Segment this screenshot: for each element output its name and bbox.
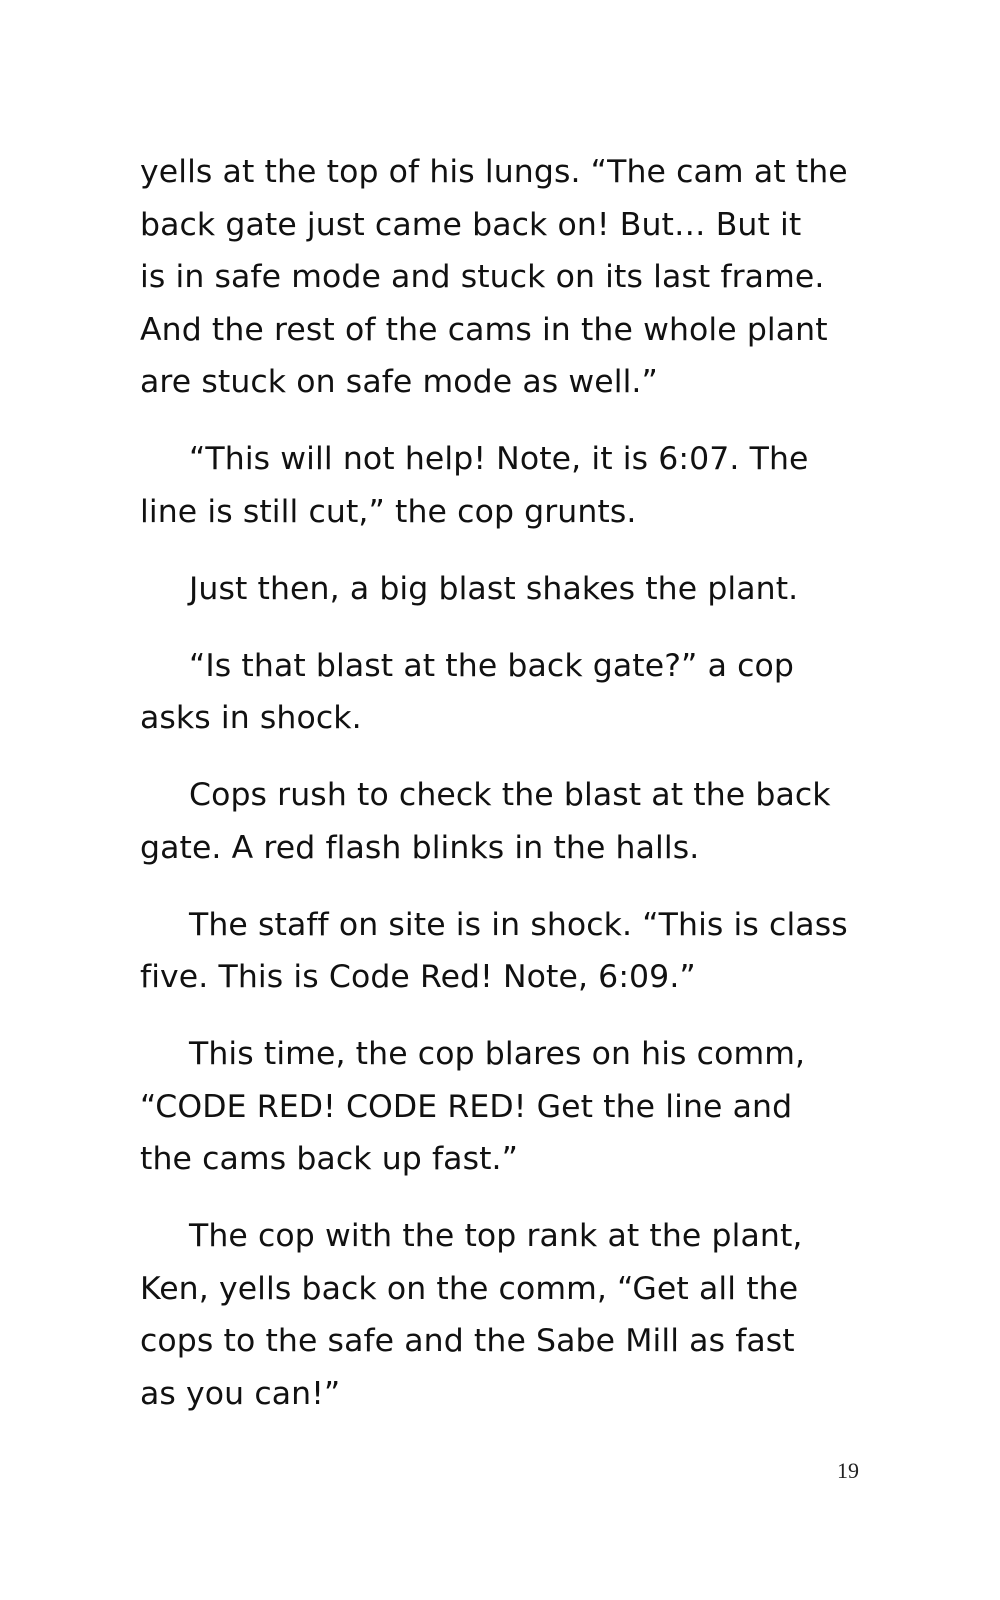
- paragraph: Just then, a big blast shakes the plant.: [189, 570, 799, 607]
- paragraph: This time, the cop blares on his comm, “CODE RED! CODE RED! Get the line and the cams back up fast.”: [140, 1036, 806, 1177]
- paragraph: “This will not help! Note, it is 6:07. The line is still cut,” the cop grunts.: [140, 441, 809, 530]
- paragraph: The cop with the top rank at the plant, Ken, yells back on the comm, “Get all the cops to the safe and the Sabe Mill as fast as you can!”: [140, 1218, 803, 1412]
- story-text: [140, 146, 880, 1445]
- paragraph: “Is that blast at the back gate?” a cop asks in shock.: [140, 647, 794, 736]
- paragraph: The staff on site is in shock. “This is class five. This is Code Red! Note, 6:09.”: [140, 906, 848, 995]
- paragraph-continuation: yells at the top of his lungs. “The cam at the back gate just came back on! But… But it is in safe mode and stuck on its last frame. And the rest of the cams in the whole plant are stuck on safe mode as well.”: [140, 154, 848, 400]
- paragraph: Cops rush to check the blast at the back gate. A red flash blinks in the halls.: [140, 777, 831, 866]
- page-number: 19: [837, 1458, 859, 1483]
